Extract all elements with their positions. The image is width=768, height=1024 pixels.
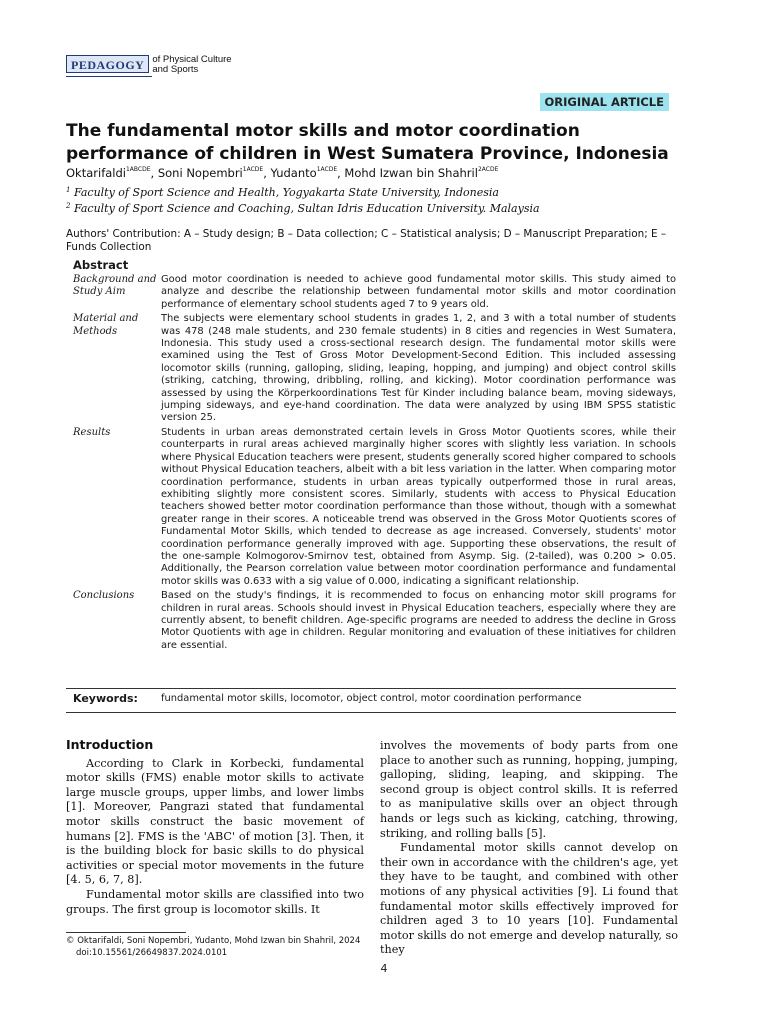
doi-line: doi:10.15561/26649837.2024.0101 <box>76 948 228 958</box>
abstract-text: Good motor coordination is needed to achieve good fundamental motor skills. This study aimed to analyze and describe the relationship between fundamental motor skills and motor coordination performance of elementary school students aged 7 to 9 years old. <box>161 274 676 310</box>
body-left-column <box>66 738 364 917</box>
footnote <box>66 935 360 959</box>
author-sup: 2ACDE <box>477 166 499 173</box>
author-name: Oktarifaldi <box>66 166 126 180</box>
journal-logo <box>66 55 232 75</box>
footnote-rule <box>66 932 186 933</box>
keywords-top-rule <box>66 688 676 689</box>
keywords-label: Keywords: <box>73 692 138 705</box>
body-paragraph: involves the movements of body parts from one place to another such as running, hopping, jumping, galloping, sliding, leaping, and skipping. The second group is object control skills. It is referred to as manipulative skills over an object through hands or legs such as kicking, catching, throwing, striking, and rolling balls [5]. <box>380 739 678 840</box>
page-number: 4 <box>380 962 388 975</box>
abstract-text: Students in urban areas demonstrated certain levels in Gross Motor Quotients scores, while their counterparts in rural areas achieved marginally higher scores with slightly less variation. In schools where Physical Education teachers were present, students generally scored higher compared to schools without Physical Education teachers, albeit with a bit less variation in the latter. When comparing motor coordination performance, students in urban areas typically outperformed those in rural areas, exhibiting slightly more consistent scores. Similarly, students with access to Physical Education teachers showed better motor coordination performance than those without, though with a somewhat greater range in their scores. A noticeable trend was observed in the Gross Motor Quotients scores of Fundamental Motor Skills, which tended to decrease as age increased. Conversely, students' motor coordination performance generally improved with age. Supporting these observations, the result of the one-sample Kolmogorov-Smirnov test, obtained from Asymp. Sig. (2-tailed), was 0.200 > 0.05. Additionally, the Pearson correlation value between motor coordination performance and fundamental motor skills was 0.633 with a sig value of 0.000, indicating a significant relationship. <box>161 426 676 587</box>
author-list: Oktarifaldi$^{1ABCDE}$, Soni Nopembri$^{1ACDE}$, Yudanto$^{1ACDE}$, Mohd Izwan bin Shahril$^{2ACDE}$ <box>66 166 499 180</box>
author-sup: 1ACDE <box>316 166 338 173</box>
abstract-section <box>66 590 676 652</box>
article-type-badge: ORIGINAL ARTICLE <box>540 93 669 111</box>
body-right-column <box>380 739 678 958</box>
abstract-section <box>66 313 676 425</box>
abstract-section <box>66 427 676 588</box>
abstract-label: Conclusions <box>73 590 135 602</box>
article-title: The fundamental motor skills and motor coordination performance of children in West Sumatera Province, Indonesia <box>66 121 669 164</box>
author-name: Mohd Izwan bin Shahril <box>344 166 478 180</box>
abstract-text: Based on the study's findings, it is recommended to focus on enhancing motor skill programs for children in rural areas. Schools should invest in Physical Education teachers, especially where they are currently absent, to benefit children. Age-specific programs are needed to address the decline in Gross Motor Quotients with age in children. Regular monitoring and evaluation of these initiatives for children are essential. <box>161 590 676 651</box>
body-paragraph: Fundamental motor skills are classified into two groups. The first group is locomotor skills. It <box>66 887 364 916</box>
logo-underline <box>66 76 152 77</box>
keywords-text: fundamental motor skills, locomotor, object control, motor coordination performance <box>161 693 582 704</box>
abstract-label: Material and Methods <box>73 313 139 337</box>
authors-contribution: Authors' Contribution: A – Study design; B – Data collection; C – Statistical analysis; D – Manuscript Preparation; E – Funds Collection <box>66 228 667 253</box>
author-name: Yudanto <box>270 166 317 180</box>
abstract-heading: Abstract <box>73 258 129 272</box>
keywords-bottom-rule <box>66 712 676 713</box>
copyright-line: © Oktarifaldi, Soni Nopembri, Yudanto, Mohd Izwan bin Shahril, 2024 <box>66 936 361 946</box>
author-sup: 1ACDE <box>242 166 264 173</box>
affiliation-2: $^2$ Faculty of Sport Science and Coaching, Sultan Idris Education University. Malaysia <box>66 202 540 215</box>
body-paragraph: Fundamental motor skills cannot develop on their own in accordance with the children's age, yet they have to be taught, and combined with other motions of any physical activities [9]. Li found that fundamental motor skills effectively improved for children aged 3 to 10 years [10]. Fundamental motor skills do not emerge and develop naturally, so they <box>380 841 678 957</box>
keywords-row <box>66 692 676 705</box>
abstract-text: The subjects were elementary school students in grades 1, 2, and 3 with a total number of students was 478 (248 male students, and 230 female students) in 8 cities and regencies in West Sumatera, Indonesia. This study used a cross-sectional research design. The fundamental motor skills were examined using the Test of Gross Motor Development-Second Edition. This included assessing locomotor skills (running, galloping, sliding, leaping, hopping, and jumping) and object control skills (striking, catching, throwing, dribbling, rolling, and kicking). Motor coordination performance was assessed by using the Körperkoordinations Test für Kinder including balance beam, moving sideways, jumping sideways, and eye-hand coordination. The data were analyzed by using IBM SPSS statistic version 25. <box>161 313 676 424</box>
abstract <box>66 258 676 652</box>
affiliation-1: $^1$ Faculty of Sport Science and Health, Yogyakarta State University, Indonesia <box>66 186 499 199</box>
author-sup: 1ABCDE <box>125 166 151 173</box>
abstract-section <box>66 274 676 311</box>
abstract-label: Background and Study Aim <box>73 274 157 298</box>
journal-subtitle: of Physical Culture and Sports <box>152 54 232 75</box>
journal-logo-text: PEDAGOGY <box>66 55 149 73</box>
body-paragraph: According to Clark in Korbecki, fundamental motor skills (FMS) enable motor skills to activate large muscle groups, upper limbs, and lower limbs [1]. Moreover, Pangrazi stated that fundamental motor skills construct the basic movement of humans [2]. FMS is the 'ABC' of motion [3]. Then, it is the building block for basic skills to do physical activities or special motor movements in the future [4. 5, 6, 7, 8]. <box>66 756 364 887</box>
abstract-label: Results <box>73 426 111 438</box>
author-name: Soni Nopembri <box>157 166 243 180</box>
section-heading-introduction: Introduction <box>66 737 154 752</box>
